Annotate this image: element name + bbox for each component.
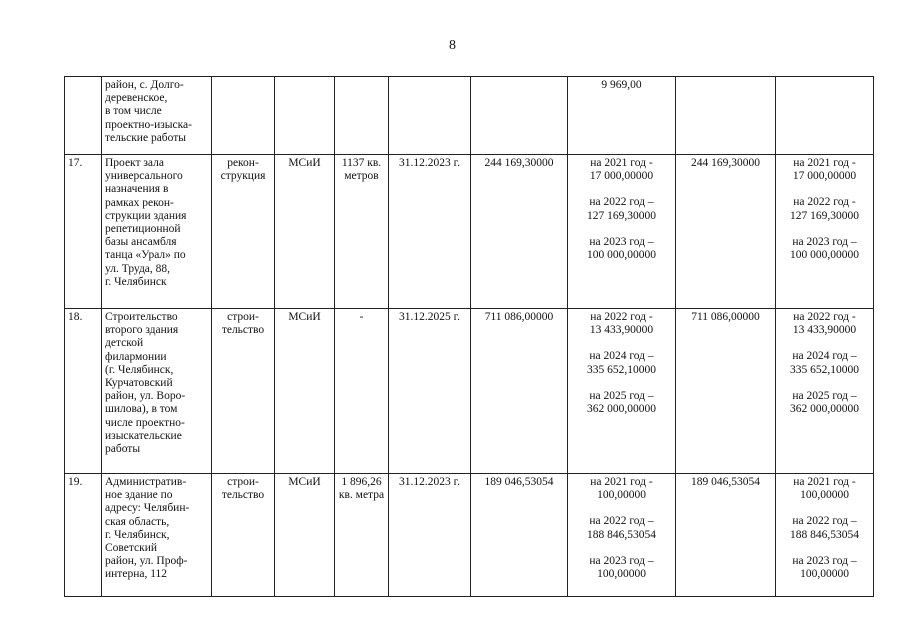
object-name-line: рамках рекон- (105, 196, 174, 209)
row-number: 17. (65, 155, 102, 309)
funding-entry (571, 515, 672, 541)
funding-entry (571, 476, 672, 502)
customer-cell (275, 77, 335, 155)
deadline-cell: 31.12.2023 г. (389, 474, 471, 597)
funding-amount: 17 000,00000 (589, 170, 654, 183)
table-row (65, 474, 874, 597)
funding-cell (568, 474, 676, 597)
object-name-line: числе проектно- (105, 416, 185, 429)
object-name-line: Административ- (105, 476, 187, 488)
object-name-line: тельские работы (105, 131, 186, 144)
table-row (65, 309, 874, 474)
object-name-line: район, с. Долго- (105, 79, 184, 91)
cost-cell: 244 169,30000 (471, 155, 568, 309)
object-name-cell (102, 77, 212, 155)
funding-year: на 2021 год - (793, 157, 856, 169)
object-name-line: деревенское, (105, 92, 168, 105)
funding-entry (779, 311, 870, 337)
funding-amount: 127 169,30000 (790, 209, 859, 222)
table-row-continued (65, 77, 874, 155)
funding-amount: 100,00000 (597, 489, 646, 502)
customer-cell: МСиИ (275, 155, 335, 309)
object-name-line: ное здание по (105, 489, 173, 502)
object-name-line: проектно-изыска- (105, 118, 192, 131)
cost2-cell: 244 169,30000 (676, 155, 776, 309)
funding-entry (571, 311, 672, 337)
object-name-line: изыскательские (105, 429, 182, 442)
funding-amount: 100,00000 (800, 568, 849, 581)
funding-year: на 2024 год – (589, 350, 654, 363)
funding2-cell (776, 309, 874, 474)
funding-amount: 362 000,00000 (790, 403, 859, 416)
object-name-line: Строительство (105, 311, 178, 323)
object-name-line: г. Челябинск, (105, 528, 170, 541)
object-name-line: филармонии (105, 350, 167, 363)
object-name-line: (г. Челябинск, (105, 363, 174, 376)
work-type-cell: рекон-струкция (212, 155, 275, 309)
object-name-line: Советский (105, 542, 158, 555)
row-number: 18. (65, 309, 102, 474)
object-name-cell (102, 309, 212, 474)
funding-year: на 2023 год – (792, 235, 857, 248)
funding-amount: 9 969,00 (601, 79, 642, 91)
funding-cell (568, 309, 676, 474)
funding-entry (571, 390, 672, 416)
object-name-line: адресу: Челябин- (105, 502, 190, 515)
funding-cell (568, 155, 676, 309)
cost2-cell (676, 77, 776, 155)
funding-amount: 13 433,90000 (792, 324, 857, 337)
object-name-line: второго здания (105, 324, 179, 337)
funding-entry (779, 236, 870, 262)
funding2-cell (776, 474, 874, 597)
object-name-line: детской (105, 337, 144, 350)
object-name-line: Проект зала (105, 157, 164, 169)
funding-year: на 2022 год - (793, 196, 856, 209)
object-name-line: интерна, 112 (105, 568, 168, 581)
object-name-line: Курчатовский (105, 377, 173, 390)
funding-year: на 2022 год – (792, 515, 857, 528)
funding-year: на 2022 год - (590, 311, 653, 323)
work-type-cell: строи-тельство (212, 309, 275, 474)
capacity-cell: 1137 кв. метров (335, 155, 389, 309)
funding-amount: 127 169,30000 (587, 209, 656, 222)
row-number-cell (65, 77, 102, 155)
object-name-line: работы (105, 443, 141, 456)
funding-entry (779, 515, 870, 541)
funding-year: на 2023 год – (589, 235, 654, 248)
funding-year: на 2022 год - (793, 311, 856, 323)
funding-year: на 2023 год – (589, 554, 654, 567)
funding-year: на 2022 год – (589, 515, 654, 528)
page-number: 8 (449, 38, 456, 53)
funding-entry (779, 555, 870, 581)
table-row (65, 155, 874, 309)
funding-year: на 2025 год – (792, 389, 857, 402)
cost-cell: 189 046,53054 (471, 474, 568, 597)
funding-entry (779, 196, 870, 222)
object-name-line: универсального (105, 170, 183, 183)
deadline-cell: 31.12.2023 г. (389, 155, 471, 309)
funding-year: на 2025 год – (589, 389, 654, 402)
funding-cell (568, 77, 676, 155)
object-name-line: репетиционной (105, 223, 181, 236)
cost-cell: 711 086,00000 (471, 309, 568, 474)
funding2-cell (776, 155, 874, 309)
funding-entry (571, 350, 672, 376)
work-type-cell: строи-тельство (212, 474, 275, 597)
funding-year: на 2021 год - (590, 157, 653, 169)
object-name-line: в том числе (105, 105, 162, 118)
funding-amount: 100,00000 (597, 568, 646, 581)
object-name-cell (102, 155, 212, 309)
funding-year: на 2023 год – (792, 554, 857, 567)
funding-entry (779, 157, 870, 183)
object-name-line: танца «Урал» по (105, 249, 186, 262)
investment-objects-table (64, 76, 874, 597)
funding-amount: 188 846,53054 (587, 528, 656, 541)
row-number: 19. (65, 474, 102, 597)
customer-cell: МСиИ (275, 474, 335, 597)
funding-entry (779, 350, 870, 376)
funding-amount: 13 433,90000 (589, 324, 654, 337)
object-name-line: струкции здания (105, 209, 187, 222)
customer-cell: МСиИ (275, 309, 335, 474)
object-name-line: назначения в (105, 183, 169, 196)
capacity-cell: 1 896,26 кв. метра (335, 474, 389, 597)
object-name-cell (102, 474, 212, 597)
object-name-line: г. Челябинск (105, 275, 167, 288)
cost-cell (471, 77, 568, 155)
cost2-cell: 189 046,53054 (676, 474, 776, 597)
object-name-line: ул. Труда, 88, (105, 262, 171, 275)
funding2-cell (776, 77, 874, 155)
work-type-cell (212, 77, 275, 155)
object-name-line: ская область, (105, 515, 170, 528)
funding-year: на 2022 год – (589, 196, 654, 209)
object-name-line: район, ул. Проф- (105, 555, 188, 568)
funding-amount: 335 652,10000 (790, 363, 859, 376)
funding-entry (779, 476, 870, 502)
object-name-line: шилова), в том (105, 403, 178, 416)
cost2-cell: 711 086,00000 (676, 309, 776, 474)
funding-amount: 335 652,10000 (587, 363, 656, 376)
deadline-cell: 31.12.2025 г. (389, 309, 471, 474)
funding-amount: 17 000,00000 (792, 170, 857, 183)
funding-year: на 2021 год - (793, 476, 856, 488)
funding-amount: 100,00000 (800, 489, 849, 502)
object-name-line: район, ул. Воро- (105, 390, 186, 403)
funding-amount: 362 000,00000 (587, 403, 656, 416)
funding-entry (571, 196, 672, 222)
funding-entry (779, 390, 870, 416)
funding-amount: 100 000,00000 (790, 249, 859, 262)
funding-year: на 2021 год - (590, 476, 653, 488)
funding-year: на 2024 год – (792, 350, 857, 363)
capacity-cell: - (335, 309, 389, 474)
funding-amount: 188 846,53054 (790, 528, 859, 541)
capacity-cell (335, 77, 389, 155)
funding-entry (571, 555, 672, 581)
funding-amount: 100 000,00000 (587, 249, 656, 262)
object-name-line: базы ансамбля (105, 236, 177, 249)
funding-entry (571, 236, 672, 262)
funding-entry (571, 157, 672, 183)
deadline-cell (389, 77, 471, 155)
